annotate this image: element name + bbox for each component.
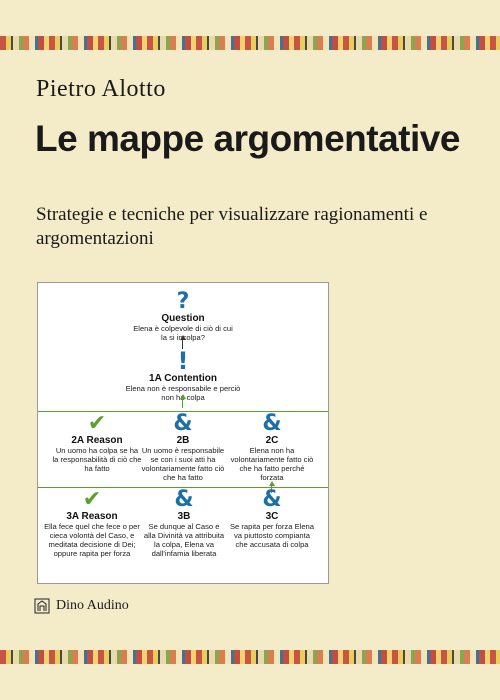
- question-text: Elena è colpevole di ciò di cui la si incolpa?: [133, 324, 233, 342]
- node-3c-label: 3C: [265, 511, 279, 522]
- ampersand-icon: &: [174, 487, 194, 512]
- checkmark-icon: ✔: [87, 411, 107, 436]
- decorative-border-top: [0, 36, 500, 50]
- publisher-name: Dino Audino: [56, 598, 129, 613]
- ampersand-icon: &: [262, 487, 282, 512]
- reason-3a-text: Ella fece quel che fece o per cieca volontà del Caso, e meditata decisione di Dei; oppure rapita per forza: [44, 522, 140, 558]
- reason-2a-text: Un uomo ha colpa se ha la responsabilità di ciò che ha fatto: [52, 446, 142, 473]
- node-2b-label: 2B: [176, 435, 190, 446]
- publisher: [34, 598, 129, 614]
- book-title: Le mappe argomentative: [35, 118, 460, 159]
- node-3c: [228, 489, 316, 549]
- node-2b: [140, 413, 226, 482]
- argument-map-diagram: [37, 282, 329, 584]
- author-name: Pietro Alotto: [36, 76, 166, 102]
- ampersand-icon: &: [262, 411, 282, 436]
- node-3b: [142, 489, 226, 558]
- node-3c-text: Se rapita per forza Elena va piuttosto compianta che accusata di colpa: [229, 522, 314, 549]
- node-2c-text: Elena non ha volontariamente fatto ciò che ha fatto perché forzata: [230, 446, 314, 482]
- exclamation-icon: !: [177, 347, 189, 375]
- ampersand-icon: &: [173, 411, 193, 436]
- checkmark-icon: ✔: [82, 487, 102, 512]
- arrow-up-icon: [182, 398, 183, 408]
- node-2c: [228, 413, 316, 482]
- node-2c-label: 2C: [265, 435, 279, 446]
- node-2b-text: Un uomo è responsabile se con i suoi atti ha volontariamente fatto ciò che ha fatto: [141, 446, 225, 482]
- contention-text: Elena non è responsabile e perciò non ha colpa: [125, 384, 241, 402]
- question-mark-icon: ?: [176, 289, 190, 314]
- decorative-border-bottom: [0, 650, 500, 664]
- reason-3a-node: [40, 489, 144, 558]
- book-subtitle: Strategie e tecniche per visualizzare ragionamenti e argomentazioni: [36, 204, 428, 249]
- publisher-logo-icon: [34, 598, 50, 614]
- reason-2a-label: 2A Reason: [71, 435, 123, 446]
- node-3b-label: 3B: [177, 511, 191, 522]
- reason-2a-node: [52, 413, 142, 473]
- reason-3a-label: 3A Reason: [66, 511, 118, 522]
- contention-label: 1A Contention: [149, 373, 217, 384]
- question-label: Question: [161, 313, 205, 324]
- node-3b-text: Se dunque al Caso e alla Divinità va attribuita la colpa, Elena va dall'infamia liberata: [143, 522, 225, 558]
